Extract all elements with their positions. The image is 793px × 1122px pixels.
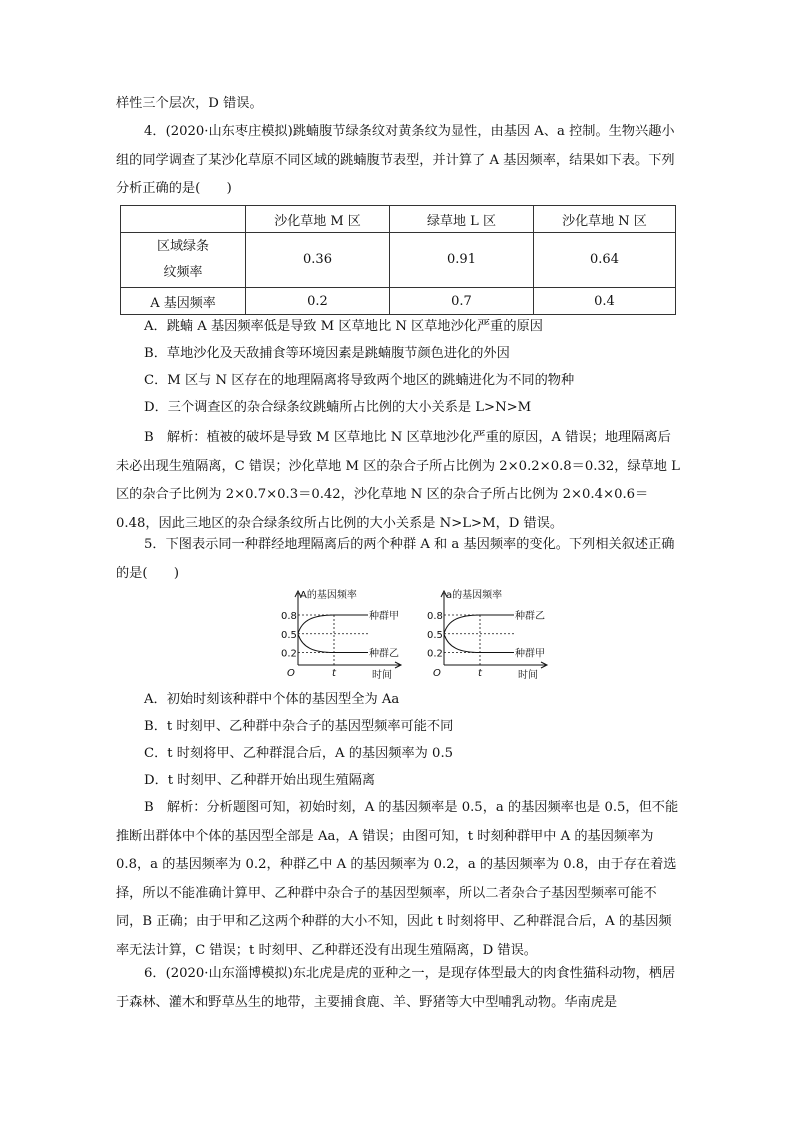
question-4-stem: 4．(2020·山东枣庄模拟)跳蝻腹节绿条纹对黄条纹为显性，由基因 A、a 控制。生物兴趣小组的同学调查了某沙化草原不同区域的跳蝻腹节表型，并计算了 A 基因频率，结果如下表。下列分析正确的是( ) (116, 124, 675, 196)
series-label: 种群甲 (369, 611, 399, 622)
answer-5-explanation: B 解析：分析题图可知，初始时刻，A 的基因频率是 0.5，a 的基因频率也是 0.5，但不能推断出群体中个体的基因型全部是 Aa，A 错误；由图可知，t 时刻种群甲中 A 的基因频率为 0.8，a 的基因频率为 0.2，种群乙中 A 的基因频率为 0.2，a 的基因频率为 0.8，由于存在着选择，所以不能准确计算甲、乙种群中杂合子的基因型频率，所以二者杂合子基因型频率可能不同，B 正确；由于甲和乙这两个种群的大小不知，因此 t 时刻将甲、乙种群混合后，A 的基因频率无法计算，C 错误；t 时刻甲、乙种群还没有出现生殖隔离，D 错误。 (116, 800, 679, 958)
series-label: 种群乙 (369, 648, 399, 660)
option-d: D．三个调查区的杂合绿条纹跳蝻所占比例的大小关系是 L>N>M (144, 400, 532, 415)
y-tick-label: 0.5 (427, 629, 443, 641)
table-row-label-line: 纹频率 (163, 265, 203, 280)
answer-4-explanation: B 解析：植被的破坏是导致 M 区草地比 N 区草地沙化严重的原因，A 错误；地理隔离后未必出现生殖隔离，C 错误；沙化草地 M 区的杂合子所占比例为 2×0.2×0.8＝0.32，绿草地 L 区的杂合子比例为 2×0.7×0.3＝0.42，沙化草地 N 区的杂合子所占比例为 2×0.4×0.6＝0.48，因此三地区的杂合绿条纹所占比例的大小关系是 N>L>M，D 错误。 (116, 430, 680, 531)
option-a: A．初始时刻该种群中个体的基因型全为 Aa (144, 692, 400, 707)
table-cell: 0.7 (390, 288, 534, 315)
table-cell: 0.4 (534, 288, 676, 315)
y-tick-label: 0.2 (427, 648, 443, 660)
x-axis-label: 时间 (372, 670, 392, 679)
table-header-cell: 沙化草地 M 区 (246, 206, 390, 233)
option-b: B．草地沙化及天敌捕食等环境因素是跳蝻腹节颜色进化的外因 (144, 346, 510, 361)
y-tick-label: 0.5 (281, 629, 297, 641)
table-cell: 0.36 (246, 233, 390, 288)
series-label: 种群甲 (515, 648, 545, 660)
series-line (444, 615, 514, 634)
option-d: D．t 时刻甲、乙种群开始出现生殖隔离 (144, 773, 376, 788)
table-row-label: A 基因频率 (121, 288, 246, 315)
paragraph-continued: 样性三个层次，D 错误。 (116, 96, 263, 111)
question-6-stem: 6．(2020·山东淄博模拟)东北虎是虎的亚种之一，是现存体型最大的肉食性猫科动物，栖居于森林、灌木和野草丛生的地带，主要捕食鹿、羊、野猪等大中型哺乳动物。华南虎是 (116, 966, 676, 1010)
t-tick-label: t (478, 668, 482, 679)
table-cell: 0.64 (534, 233, 676, 288)
y-axis-label: A的基因频率 (300, 590, 357, 601)
origin-label: O (287, 668, 295, 679)
chart-a-lower-gene-frequency (414, 587, 564, 679)
y-tick-label: 0.2 (281, 648, 297, 660)
table-header-cell: 绿草地 L 区 (390, 206, 534, 233)
series-line (298, 615, 368, 634)
table-row-label (121, 233, 246, 288)
table-row (121, 233, 676, 288)
option-c: C．t 时刻将甲、乙种群混合后，A 的基因频率为 0.5 (144, 746, 454, 761)
data-table (120, 205, 676, 315)
origin-label: O (433, 668, 441, 679)
table-row-label-line: 区域绿条 (156, 239, 209, 254)
table-row (121, 288, 676, 315)
y-axis-label: a的基因频率 (446, 590, 503, 601)
option-b: B．t 时刻甲、乙种群中杂合子的基因型频率可能不同 (144, 719, 454, 734)
table-header-row (121, 206, 676, 233)
table-header-cell (121, 206, 246, 233)
series-line (444, 634, 514, 653)
y-tick-label: 0.8 (281, 611, 297, 622)
t-tick-label: t (332, 668, 336, 679)
option-c: C．M 区与 N 区存在的地理隔离将导致两个地区的跳蝻进化为不同的物种 (144, 373, 575, 388)
table-cell: 0.2 (246, 288, 390, 315)
table-cell: 0.91 (390, 233, 534, 288)
series-line (298, 634, 368, 653)
table-header-cell: 沙化草地 N 区 (534, 206, 676, 233)
chart-a-gene-frequency (268, 587, 416, 679)
option-a: A．跳蝻 A 基因频率低是导致 M 区草地比 N 区草地沙化严重的原因 (144, 319, 543, 334)
y-tick-label: 0.8 (427, 611, 443, 622)
question-5-stem: 5．下图表示同一种群经地理隔离后的两个种群 A 和 a 基因频率的变化。下列相关叙述正确的是( ) (116, 537, 675, 581)
x-axis-label: 时间 (518, 670, 538, 679)
series-label: 种群乙 (515, 611, 545, 622)
